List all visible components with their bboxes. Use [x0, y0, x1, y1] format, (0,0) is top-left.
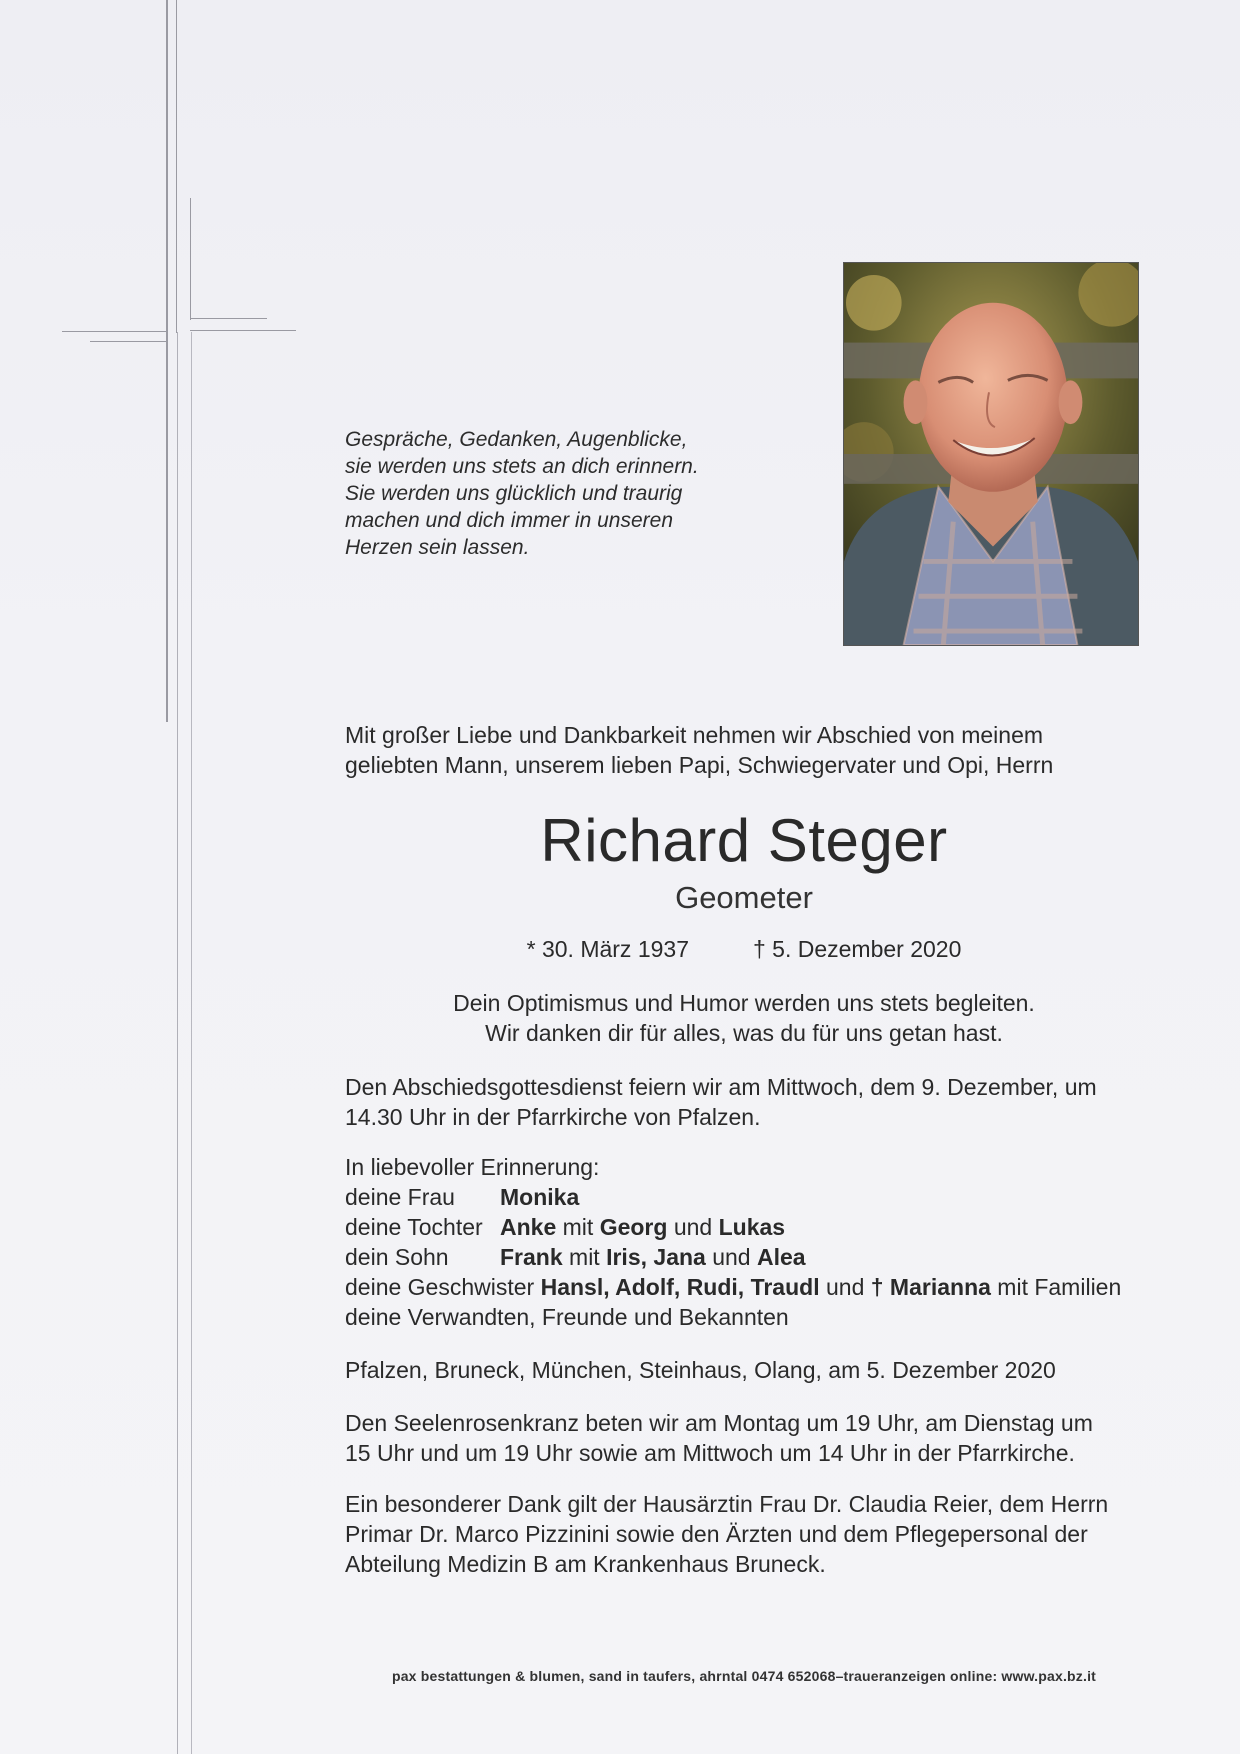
mourners-list: [345, 1152, 1143, 1332]
mourner-row-others: deine Verwandten, Freunde und Bekannten: [345, 1304, 789, 1330]
connector: und: [825, 1274, 865, 1300]
intro-text: Mit großer Liebe und Dankbarkeit nehmen wir Abschied von meinem geliebten Mann, unserem lieben Papi, Schwiegervater und Opi, Herrn: [345, 722, 1054, 778]
connector: und: [712, 1244, 751, 1270]
mourner-name: Hansl, Adolf, Rudi, Traudl: [540, 1274, 820, 1300]
memorial-poem: Gespräche, Gedanken, Augenblicke, sie werden uns stets an dich erinnern. Sie werden uns glücklich und traurig machen und dich immer in unseren Herzen sein lassen.: [345, 428, 699, 559]
mourner-name: Monika: [500, 1184, 580, 1210]
rosary-info: Den Seelenrosenkranz beten wir am Montag um 19 Uhr, am Dienstag um 15 Uhr und um 19 Uhr sowie am Mittwoch um 14 Uhr in der Pfarrkirche.: [345, 1410, 1093, 1466]
footer-imprint: pax bestattungen & blumen, sand in taufers, ahrntal 0474 652068–traueranzeigen online: www.pax.bz.it: [391, 1668, 1097, 1684]
motto-text: Dein Optimismus und Humor werden uns stets begleiten. Wir danken dir für alles, was du für uns getan hast.: [453, 990, 1035, 1046]
funeral-mass-info: Den Abschiedsgottesdienst feiern wir am Mittwoch, dem 9. Dezember, um 14.30 Uhr in der Pfarrkirche von Pfalzen.: [345, 1074, 1097, 1130]
mourners-heading: In liebevoller Erinnerung:: [345, 1154, 600, 1180]
connector: mit Familien: [997, 1274, 1122, 1300]
connector: mit: [562, 1214, 594, 1240]
mourner-name: Frank: [500, 1244, 563, 1270]
relation-label: dein Sohn: [345, 1244, 449, 1270]
mourner-name: Georg: [599, 1214, 668, 1240]
birth-date: * 30. März 1937: [526, 936, 689, 962]
mourner-name: Iris, Jana: [606, 1244, 706, 1270]
mourner-name: Lukas: [718, 1214, 786, 1240]
mourner-row-daughter: [345, 1212, 1143, 1242]
relation-label: deine Frau: [345, 1184, 455, 1210]
places-date: Pfalzen, Bruneck, München, Steinhaus, Olang, am 5. Dezember 2020: [345, 1357, 1056, 1383]
mourner-name: Anke: [500, 1214, 557, 1240]
mourner-name: Alea: [756, 1244, 806, 1270]
profession: Geometer: [675, 880, 813, 915]
mourner-row-son: [345, 1242, 1143, 1272]
relation-label: deine Tochter: [345, 1214, 483, 1240]
portrait-photo: [843, 262, 1139, 646]
life-dates: [345, 934, 1143, 964]
connector: mit: [569, 1244, 600, 1270]
mourner-row-siblings: [345, 1272, 1143, 1302]
mourner-name: † Marianna: [870, 1274, 991, 1300]
relation-label: deine Geschwister: [345, 1274, 535, 1300]
thanks-text: Ein besonderer Dank gilt der Hausärztin Frau Dr. Claudia Reier, dem Herrn Primar Dr. Marco Pizzinini sowie den Ärzten und dem Pflegepersonal der Abteilung Medizin B am Krankenhaus Bruneck.: [345, 1491, 1109, 1577]
mourner-row-wife: [345, 1182, 1143, 1212]
death-date: † 5. Dezember 2020: [752, 936, 962, 962]
cross-icon: [0, 0, 320, 1754]
connector: und: [673, 1214, 713, 1240]
deceased-name: Richard Steger: [540, 807, 948, 874]
